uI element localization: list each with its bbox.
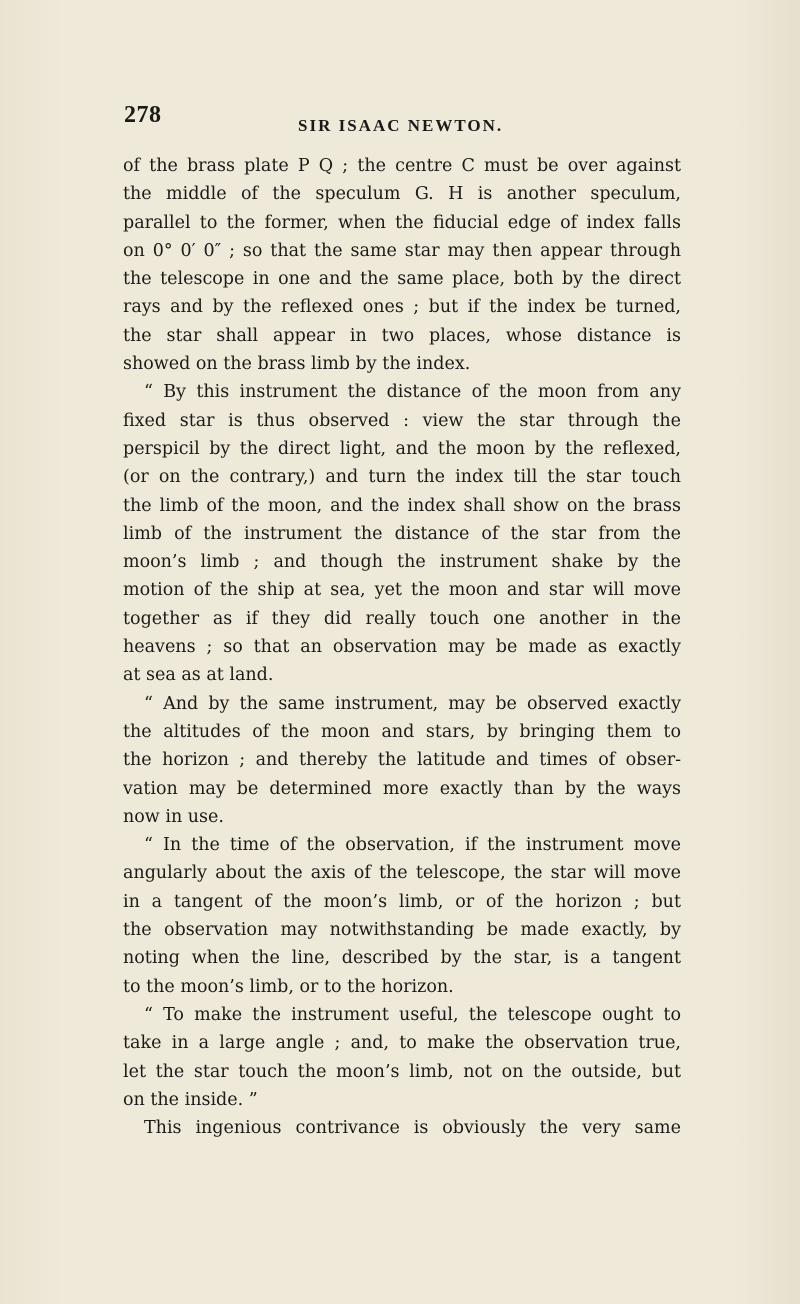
page-number: 278 — [124, 102, 162, 128]
text-line: of the brass plate P Q ; the centre C must be over against — [123, 156, 681, 176]
text-line: rays and by the reflexed ones ; but if the index be turned, — [123, 297, 681, 318]
text-line: the telescope in one and the same place, both by the direct — [123, 269, 681, 290]
text-line: “ And by the same instrument, may be observed exactly — [144, 693, 681, 714]
text-line: to the moon’s limb, or to the horizon. — [123, 976, 454, 997]
text-line: in a tangent of the moon’s limb, or of the horizon ; but — [123, 891, 681, 912]
text-line: together as if they did really touch one another in the — [123, 608, 681, 629]
text-line: showed on the brass limb by the index. — [123, 354, 471, 375]
text-line: noting when the line, described by the star, is a tangent — [123, 948, 681, 969]
running-head — [0, 102, 800, 142]
text-line: “ By this instrument the distance of the moon from any — [144, 382, 681, 403]
text-line: the star shall appear in two places, whose distance is — [123, 325, 681, 346]
text-line: at sea as at land. — [123, 665, 274, 686]
running-title: SIR ISAAC NEWTON. — [298, 116, 504, 135]
text-line: This ingenious contrivance is obviously the very same — [144, 1118, 681, 1139]
text-line: “ In the time of the observation, if the instrument move — [144, 835, 681, 856]
text-line: the observation may notwithstanding be made exactly, by — [123, 920, 681, 941]
text-line: now in use. — [123, 806, 224, 827]
text-line: the horizon ; and thereby the latitude and times of obser- — [123, 750, 681, 771]
text-line: on the inside. ” — [123, 1089, 258, 1110]
text-line: parallel to the former, when the fiducial edge of index falls — [123, 212, 681, 233]
text-line: the middle of the speculum G. H is another speculum, — [123, 184, 681, 205]
text-line: the limb of the moon, and the index shall show on the brass — [123, 495, 681, 516]
text-line: heavens ; so that an observation may be made as exactly — [123, 637, 681, 658]
text-line: moon’s limb ; and though the instrument shake by the — [123, 552, 681, 573]
text-line: on 0° 0′ 0″ ; so that the same star may then appear through — [123, 240, 681, 261]
text-line: “ To make the instrument useful, the telescope ought to — [144, 1004, 681, 1025]
text-line: perspicil by the direct light, and the moon by the reflexed, — [123, 438, 681, 459]
text-line: vation may be determined more exactly than by the ways — [123, 778, 681, 799]
text-line: the altitudes of the moon and stars, by bringing them to — [123, 721, 681, 742]
text-line: fixed star is thus observed : view the star through the — [123, 410, 681, 431]
text-line: (or on the contrary,) and turn the index till the star touch — [123, 467, 681, 488]
text-line: angularly about the axis of the telescope, the star will move — [123, 863, 681, 884]
text-line: let the star touch the moon’s limb, not on the outside, but — [123, 1061, 681, 1082]
text-line: motion of the ship at sea, yet the moon and star will move — [123, 580, 681, 601]
text-line: limb of the instrument the distance of the star from the — [123, 523, 681, 544]
body-text — [123, 152, 681, 1142]
text-line: take in a large angle ; and, to make the observation true, — [123, 1033, 681, 1054]
